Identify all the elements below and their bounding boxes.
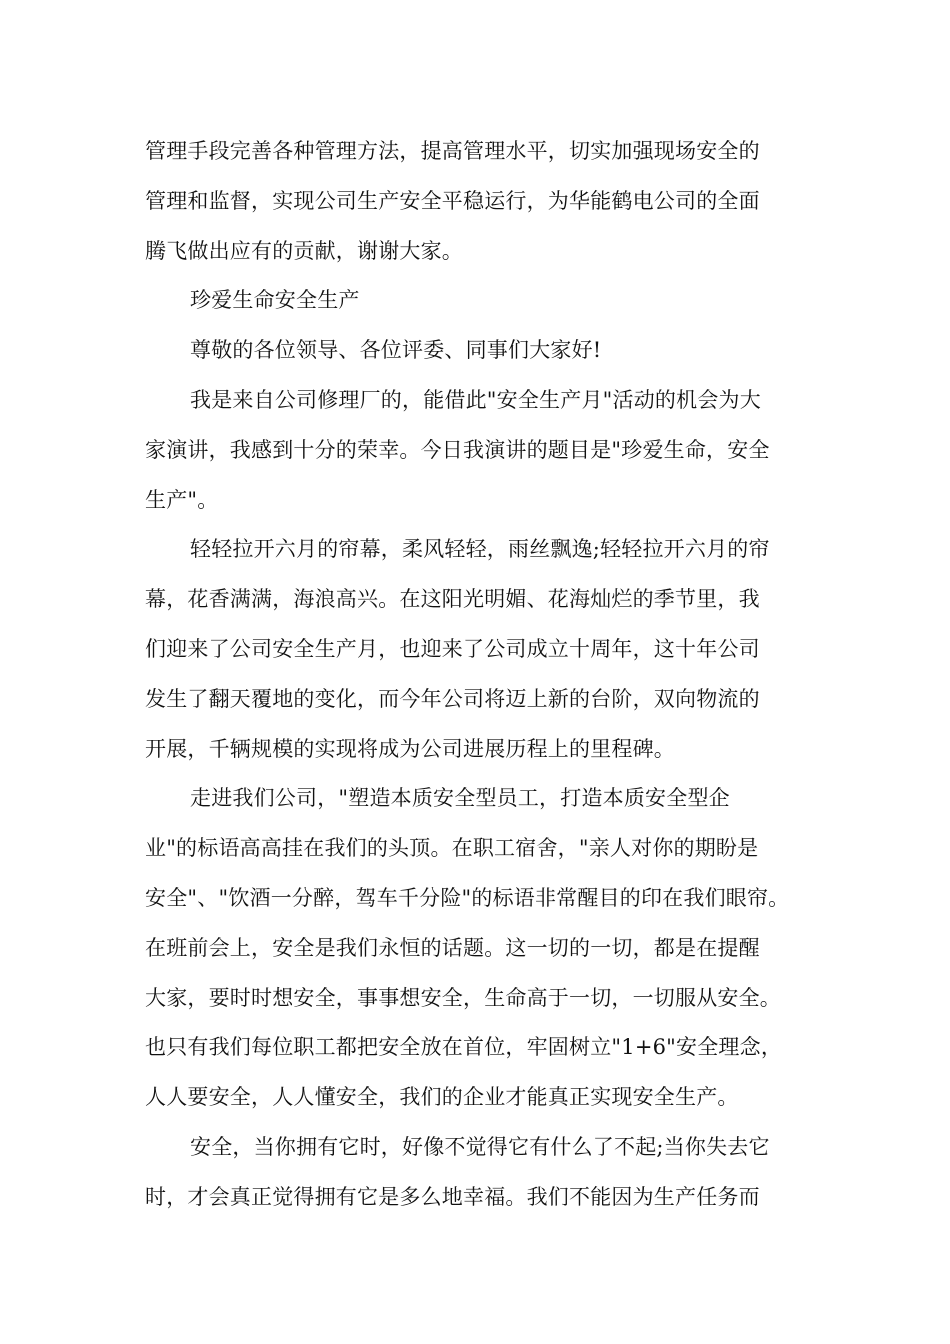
text-line: 轻轻拉开六月的帘幕，柔风轻轻，雨丝飘逸;轻轻拉开六月的帘 (190, 537, 770, 562)
text-line: 安全，当你拥有它时，好像不觉得它有什么了不起;当你失去它 (190, 1134, 770, 1159)
text-line: 人人要安全，人人懂安全，我们的企业才能真正实现安全生产。 (145, 1085, 739, 1110)
text-line: 在班前会上，安全是我们永恒的话题。这一切的一切，都是在提醒 (145, 935, 760, 960)
text-line: 开展，千辆规模的实现将成为公司进展历程上的里程碑。 (145, 736, 675, 761)
section-title: 珍爱生命安全生产 (190, 288, 360, 313)
greeting-line: 尊敬的各位领导、各位评委、同事们大家好! (190, 338, 602, 363)
text-line: 发生了翻天覆地的变化，而今年公司将迈上新的台阶，双向物流的 (145, 686, 760, 711)
text-line: 管理和监督，实现公司生产安全平稳运行，为华能鹤电公司的全面 (145, 188, 760, 213)
text-line: 也只有我们每位职工都把安全放在首位，牢固树立"1+6"安全理念， (145, 1035, 783, 1060)
text-line: 幕，花香满满，海浪高兴。在这阳光明媚、花海灿烂的季节里，我 (145, 587, 760, 612)
text-line: 大家，要时时想安全，事事想安全，生命高于一切，一切服从安全。 (145, 985, 781, 1010)
text-line: 管理手段完善各种管理方法，提高管理水平，切实加强现场安全的 (145, 139, 760, 163)
text-line: 家演讲，我感到十分的荣幸。今日我演讲的题目是"珍爱生命，安全 (145, 437, 770, 462)
text-line: 业"的标语高高挂在我们的头顶。在职工宿舍，"亲人对你的期盼是 (145, 836, 759, 861)
text-line: 时，才会真正觉得拥有它是多么地幸福。我们不能因为生产任务而 (145, 1184, 760, 1209)
text-line: 们迎来了公司安全生产月，也迎来了公司成立十周年，这十年公司 (145, 636, 760, 661)
text-line: 安全"、"饮酒一分醉，驾车千分险"的标语非常醒目的印在我们眼帘。 (145, 885, 790, 910)
text-line: 生产"。 (145, 487, 219, 512)
document-body (145, 127, 825, 1223)
text-line: 腾飞做出应有的贡献，谢谢大家。 (145, 238, 463, 263)
text-line: 我是来自公司修理厂的，能借此"安全生产月"活动的机会为大 (190, 387, 761, 412)
text-line: 走进我们公司，"塑造本质安全型员工，打造本质安全型企 (190, 786, 730, 811)
